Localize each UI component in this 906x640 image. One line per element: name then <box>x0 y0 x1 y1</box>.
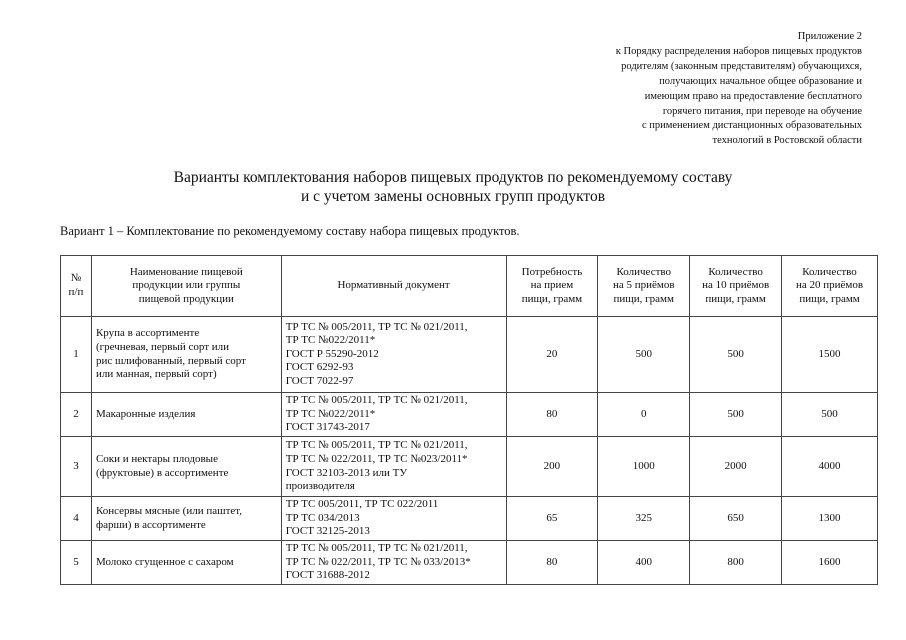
header-product-name: Наименование пищевой продукции или группы пищевой продукции <box>91 256 281 317</box>
header-number: № п/п <box>61 256 92 317</box>
qty-10-cell: 650 <box>690 497 782 541</box>
row-number: 3 <box>61 437 92 497</box>
qty-10-cell: 500 <box>690 393 782 437</box>
qty-5-cell: 325 <box>598 497 690 541</box>
title-line-2: и с учетом замены основных групп продуктов <box>300 188 606 205</box>
regulatory-doc-cell: ТР ТС № 005/2011, ТР ТС № 021/2011, ТР ТС №022/2011* ГОСТ 31743-2017 <box>281 393 506 437</box>
table-row <box>61 437 878 497</box>
need-per-meal-cell: 65 <box>506 497 598 541</box>
header-regulatory-document: Нормативный документ <box>281 256 506 317</box>
appendix-line: родителям (законным представителям) обучающихся, <box>621 60 862 72</box>
header-qty-10: Количество на 10 приёмов пищи, грамм <box>690 256 782 317</box>
row-number: 2 <box>61 393 92 437</box>
appendix-line: технологий в Ростовской области <box>712 135 862 147</box>
qty-10-cell: 800 <box>690 541 782 585</box>
row-number: 4 <box>61 497 92 541</box>
qty-5-cell: 0 <box>598 393 690 437</box>
title-line-1: Варианты комплектования наборов пищевых продуктов по рекомендуемому составу <box>173 169 733 186</box>
product-name-cell: Молоко сгущенное с сахаром <box>91 541 281 585</box>
appendix-line: горячего питания, при переводе на обучение <box>662 105 862 117</box>
qty-10-cell: 2000 <box>690 437 782 497</box>
qty-5-cell: 500 <box>598 317 690 393</box>
product-name-cell: Консервы мясные (или паштет, фарши) в ассортименте <box>91 497 281 541</box>
need-per-meal-cell: 200 <box>506 437 598 497</box>
need-per-meal-cell: 80 <box>506 541 598 585</box>
need-per-meal-cell: 20 <box>506 317 598 393</box>
qty-10-cell: 500 <box>690 317 782 393</box>
regulatory-doc-cell: ТР ТС № 005/2011, ТР ТС № 021/2011, ТР ТС №022/2011* ГОСТ Р 55290-2012 ГОСТ 6292-93 ГОСТ 7022-97 <box>281 317 506 393</box>
qty-5-cell: 400 <box>598 541 690 585</box>
appendix-line: имеющим право на предоставление бесплатного <box>644 90 862 102</box>
qty-20-cell: 1300 <box>782 497 878 541</box>
regulatory-doc-cell: ТР ТС 005/2011, ТР ТС 022/2011 ТР ТС 034/2013 ГОСТ 32125-2013 <box>281 497 506 541</box>
appendix-note <box>542 30 862 149</box>
qty-20-cell: 1600 <box>782 541 878 585</box>
table-row <box>61 541 878 585</box>
document-title <box>0 168 906 206</box>
appendix-line: получающих начальное общее образование и <box>659 75 862 87</box>
need-per-meal-cell: 80 <box>506 393 598 437</box>
qty-20-cell: 4000 <box>782 437 878 497</box>
header-qty-20: Количество на 20 приёмов пищи, грамм <box>782 256 878 317</box>
table-header-row <box>61 256 878 317</box>
qty-20-cell: 1500 <box>782 317 878 393</box>
product-name-cell: Крупа в ассортименте (гречневая, первый сорт или рис шлифованный, первый сорт или манная, первый сорт) <box>91 317 281 393</box>
row-number: 1 <box>61 317 92 393</box>
table-row <box>61 317 878 393</box>
appendix-line: с применением дистанционных образовательных <box>641 120 862 132</box>
product-name-cell: Макаронные изделия <box>91 393 281 437</box>
product-name-cell: Соки и нектары плодовые (фруктовые) в ассортименте <box>91 437 281 497</box>
regulatory-doc-cell: ТР ТС № 005/2011, ТР ТС № 021/2011, ТР ТС № 022/2011, ТР ТС № 033/2013* ГОСТ 31688-2012 <box>281 541 506 585</box>
table-row <box>61 497 878 541</box>
appendix-line: к Порядку распределения наборов пищевых продуктов <box>615 45 862 57</box>
qty-5-cell: 1000 <box>598 437 690 497</box>
row-number: 5 <box>61 541 92 585</box>
regulatory-doc-cell: ТР ТС № 005/2011, ТР ТС № 021/2011, ТР ТС № 022/2011, ТР ТС №023/2011* ГОСТ 32103-2013 или ТУ производителя <box>281 437 506 497</box>
products-table <box>60 255 878 585</box>
variant-heading: Вариант 1 – Комплектование по рекомендуемому составу набора пищевых продуктов. <box>60 224 520 238</box>
header-need-per-meal: Потребность на прием пищи, грамм <box>506 256 598 317</box>
table-row <box>61 393 878 437</box>
header-qty-5: Количество на 5 приёмов пищи, грамм <box>598 256 690 317</box>
qty-20-cell: 500 <box>782 393 878 437</box>
appendix-line: Приложение 2 <box>797 31 862 42</box>
